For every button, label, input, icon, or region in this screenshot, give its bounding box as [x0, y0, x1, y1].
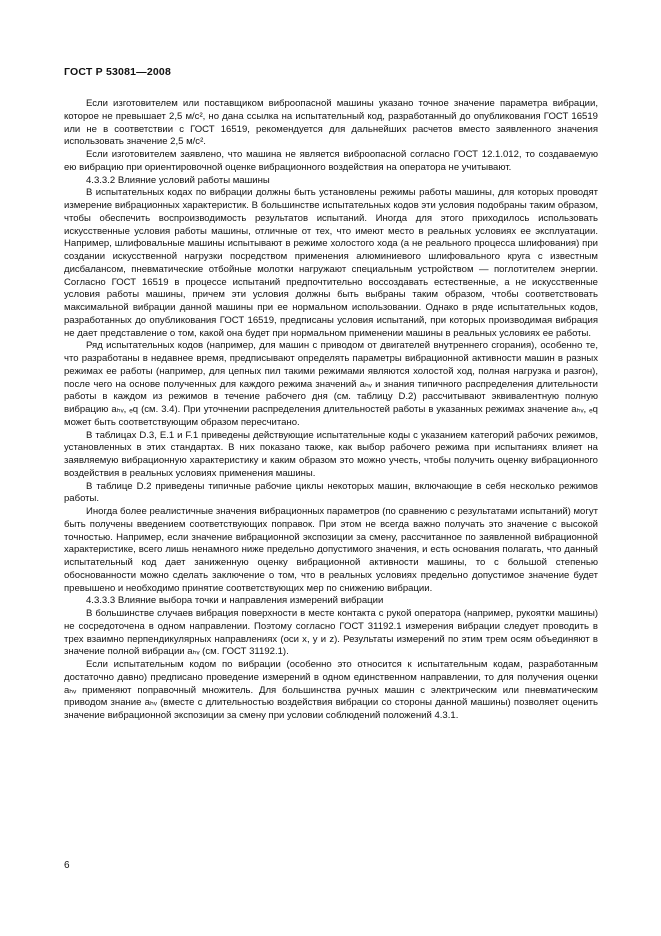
section-heading: 4.3.3.3 Влияние выбора точки и направления измерений вибрации — [86, 595, 384, 607]
document-header: ГОСТ Р 53081—2008 — [64, 66, 172, 78]
paragraph: В таблицах D.3, E.1 и F.1 приведены действующие испытательные коды с указанием категорий рабочих режимов, установленных в этих стандартах. В них показано также, как выбор рабочего режима при испытаниях влияет на заявляемую вибрационную характеристику и каким образом это можно учесть, чтобы получить оценку вибрационного воздействия в реальных условиях применения машины. — [64, 429, 598, 479]
paragraph: Иногда более реалистичные значения вибрационных параметров (по сравнению с результатами испытаний) могут быть получены введением соответствующих поправок. При этом не всегда важно получать это значение с высокой точностью. Например, если значение вибрационной экспозиции за смену, рассчитанное по заявленной вибрационной характеристике, всего лишь ненамного ниже предельно допустимого значения, и есть основания полагать, что данный испытательный код дает заниженную оценку вибрационной активности машины, то с большой степенью обоснованности можно сделать заключение о том, что в реальных условиях предельно допустимое значение будет превышено и необходимо принятие соответствующих мер по снижению вибрации. — [64, 506, 598, 594]
paragraph: Если испытательным кодом по вибрации (особенно это относится к испытательным кодам, разработанным достаточно давно) предписано проведение измерений в одном единственном направлении, то для получения оценки aₕᵥ применяют поправочный множитель. Для большинства ручных машин с электрическим или пневматическим приводом знание aₕᵥ (вместе с длительностью воздействия вибрации со стороны данной машины) позволяет оценить значение вибрационной экспозиции за смену при условии соблюдений положений 4.3.1. — [64, 659, 598, 721]
document-body — [64, 98, 598, 723]
paragraph: Ряд испытательных кодов (например, для машин с приводом от двигателей внутреннего сгорания), особенно те, что разработаны в недавнее время, предписывают определять параметры вибрационной активности машин в разных режимах ее работы (например, для цепных пил такими режимами являются холостой ход, полная нагрузка и разгон), после чего на основе полученных для каждого режима значений aₕᵥ и знания типичного распределения длительности работы в каждом из режимов в течение рабочего дня (см. таблицу D.2) рассчитывают эквивалентную полную вибрацию aₕᵥ, ₑq (см. 3.4). При уточнении распределения длительностей работы в указанных режимах значение aₕᵥ, ₑq может быть соответствующим образом пересчитано. — [64, 340, 598, 428]
page-number: 6 — [64, 860, 70, 871]
paragraph: Если изготовителем заявлено, что машина не является виброопасной согласно ГОСТ 12.1.012, то создаваемую ею вибрацию при ориентировочной оценке вибрационного воздействия на оператора не учитывают. — [64, 149, 598, 173]
paragraph: Если изготовителем или поставщиком виброопасной машины указано точное значение параметра вибрации, которое не превышает 2,5 м/с², но дана ссылка на испытательный код, разработанный до опубликования ГОСТ 16519 или не в соответствии с ГОСТ 16519, рекомендуется для дальнейших расчетов вместо заявленного значения использовать значение 2,5 м/с². — [64, 98, 598, 148]
paragraph: В испытательных кодах по вибрации должны быть установлены режимы работы машины, для которых проводят измерение вибрационных характеристик. В большинстве испытательных кодов эти условия подобраны таким образом, чтобы обеспечить воспроизводимость результатов испытаний. Иногда для этого приходилось использовать искусственные условия работы машины, отличные от тех, что имеют место в реальных условиях ее эксплуатации. Например, шлифовальные машины испытывают в режиме холостого хода (а не реального процесса шлифования) при создании искусственной нагрузки посредством применения алюминиевого шлифовального круга с известным дисбалансом, пневматические отбойные молотки нагружают специальным устройством — поглотителем энергии. Согласно ГОСТ 16519 в процессе испытаний предпочтительно воссоздавать естественные, а не искусственные условия работы машины, причем эти условия должны быть выбраны таким образом, чтобы соответствовать максимальной вибрации данной машины при ее нормальном использовании. Однако в ряде испытательных кодов, разработанных до опубликования ГОСТ 16519, предписаны условия испытаний, при которых производимая вибрация не дает представление о том, какой она будет при нормальном применении машины в реальных условиях ее работы. — [64, 187, 598, 339]
paragraph: В таблице D.2 приведены типичные рабочие циклы некоторых машин, включающие в себя несколько режимов работы. — [64, 480, 598, 505]
section-heading: 4.3.3.2 Влияние условий работы машины — [86, 174, 270, 186]
paragraph: В большинстве случаев вибрация поверхности в месте контакта с рукой оператора (например, рукоятки машины) не сосредоточена в одном направлении. Поэтому согласно ГОСТ 31192.1 измерения вибрации следует проводить в трех взаимно перпендикулярных направлениях (оси x, y и z). Результаты измерений по этим трем осям объединяют в значение полной вибрации aₕᵥ (см. ГОСТ 31192.1). — [64, 608, 598, 658]
